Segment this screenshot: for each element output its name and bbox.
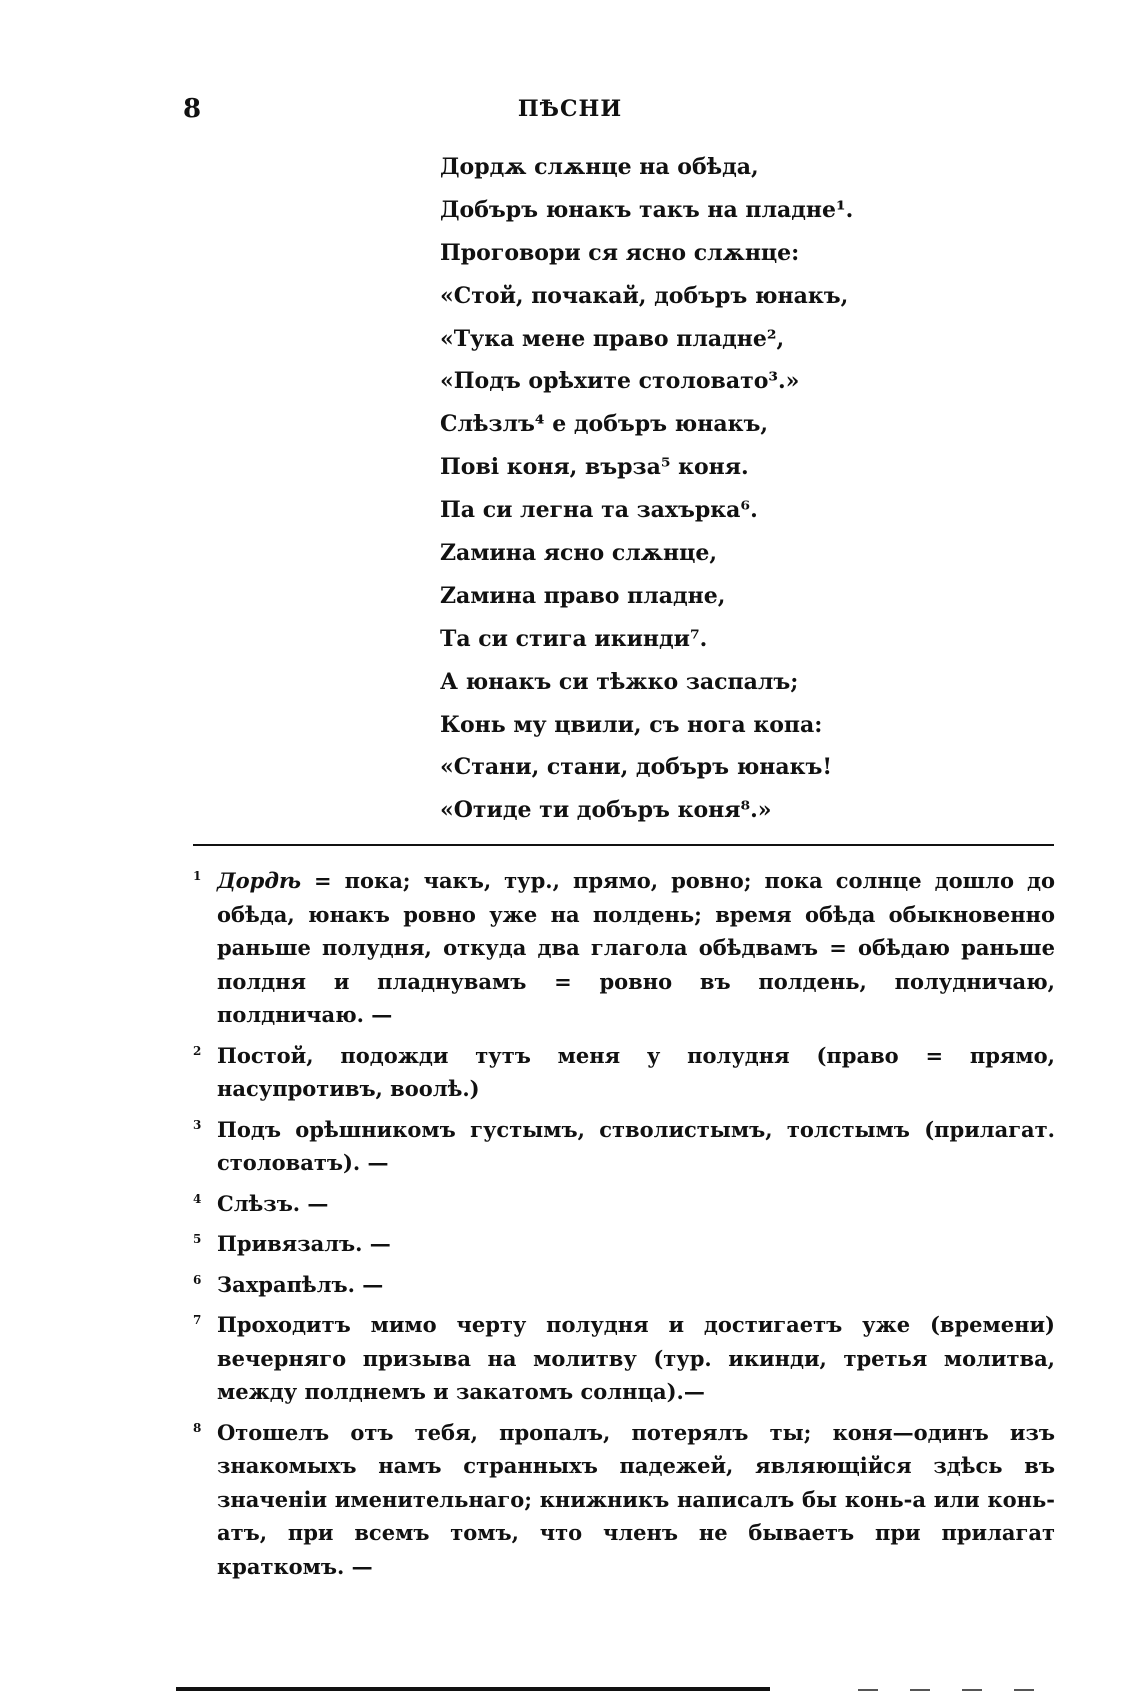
running-head: ПѢСНИ [517,96,623,122]
verse-line: А юнакъ си тѣжко заспалъ; [440,668,799,695]
footnote-marker: 5 [193,1232,202,1246]
verse-line: Конь му цвили, съ нога копа: [440,711,823,738]
footnote [193,1308,1055,1409]
footnote [193,1268,1055,1302]
footnote-text: = пока; чакъ, тур., прямо, ровно; пока солнце дошло до обѣда, юнакъ ровно уже на полдень; время обѣда обыкновенно раньше полудня, откуда два глагола обѣдвамъ = обѣдаю раньше полдня и пладнувамъ = ровно въ полдень, полудничаю, полдничаю. — [217,868,1055,1027]
footnote [193,1113,1055,1180]
verse-line: «Тука мене право пладне², [440,325,785,352]
verse-block [440,152,1000,838]
footnote [193,1187,1055,1221]
footnote [193,1039,1055,1106]
verse-line: Добъръ юнакъ такъ на пладне¹. [440,196,854,223]
footnote [193,1416,1055,1584]
verse-line: Проговори ся ясно слѫнце: [440,239,800,266]
verse-line: Слѣзлъ⁴ е добъръ юнакъ, [440,411,769,438]
footnote-text: Отошелъ отъ тебя, пропалъ, потерялъ ты; коня—одинъ изъ знакомыхъ намъ странныхъ падежей, являющійся здѣсь въ значеніи именительнаго; книжникъ написалъ бы конь-а или конь-атъ, при всемъ томъ, что членъ не бываетъ при прилагат краткомъ. — [217,1419,1055,1579]
footnote [193,864,1055,1032]
verse-line: «Отиде ти добъръ коня⁸.» [440,797,772,824]
footnote-text: Слѣзъ. — [217,1190,329,1216]
footnote-marker: 7 [193,1313,202,1327]
verse-line: Ζамина право пладне, [440,582,726,609]
verse-line: Па си легна та захърка⁶. [440,497,758,524]
verse-line: Ζамина ясно слѫнце, [440,540,717,567]
footnote-marker: 2 [193,1043,202,1058]
bottom-dash [910,1689,930,1691]
verse-line: «Подъ орѣхите столовато³.» [440,368,800,395]
footnote-divider [193,844,1054,846]
footnote-marker: 4 [193,1191,202,1206]
footnote-text: Захрапѣлъ. — [217,1271,384,1297]
bottom-dash [858,1689,878,1691]
footnote-text: Привязалъ. — [217,1231,391,1256]
verse-line: Пові коня, върза⁵ коня. [440,454,749,481]
verse-line: «Стой, почакай, добъръ юнакъ, [440,282,849,309]
footnote [193,1227,1055,1261]
bottom-dash [1014,1689,1034,1691]
footnote-term: Дордѣ [217,868,302,893]
verse-line: Та си стига икинди⁷. [440,625,708,652]
verse-line: «Стани, стани, добъръ юнакъ! [440,754,833,781]
bottom-dash [962,1689,982,1691]
footnote-marker: 6 [193,1272,202,1287]
bottom-rule [176,1687,770,1691]
footnotes [193,864,1055,1590]
footnote-text: Подъ орѣшникомъ густымъ, стволистымъ, толстымъ (прилагат. столоватъ). — [217,1116,1055,1175]
footnote-marker: 3 [193,1117,202,1132]
footnote-text: Проходитъ мимо черту полудня и достигаетъ уже (времени) вечерняго призыва на молитву (тур. икинди, третья молитва, между полднемъ и закатомъ солнца).— [217,1312,1055,1404]
verse-line: Дордѫ слѫнце на обѣда, [440,154,759,180]
page-number: 8 [183,94,202,124]
footnote-marker: 8 [193,1420,202,1435]
footnote-marker: 1 [193,869,202,883]
footnote-text: Постой, подожди тутъ меня у полудня (право = прямо, насупротивъ, воолѣ.) [217,1042,1055,1101]
